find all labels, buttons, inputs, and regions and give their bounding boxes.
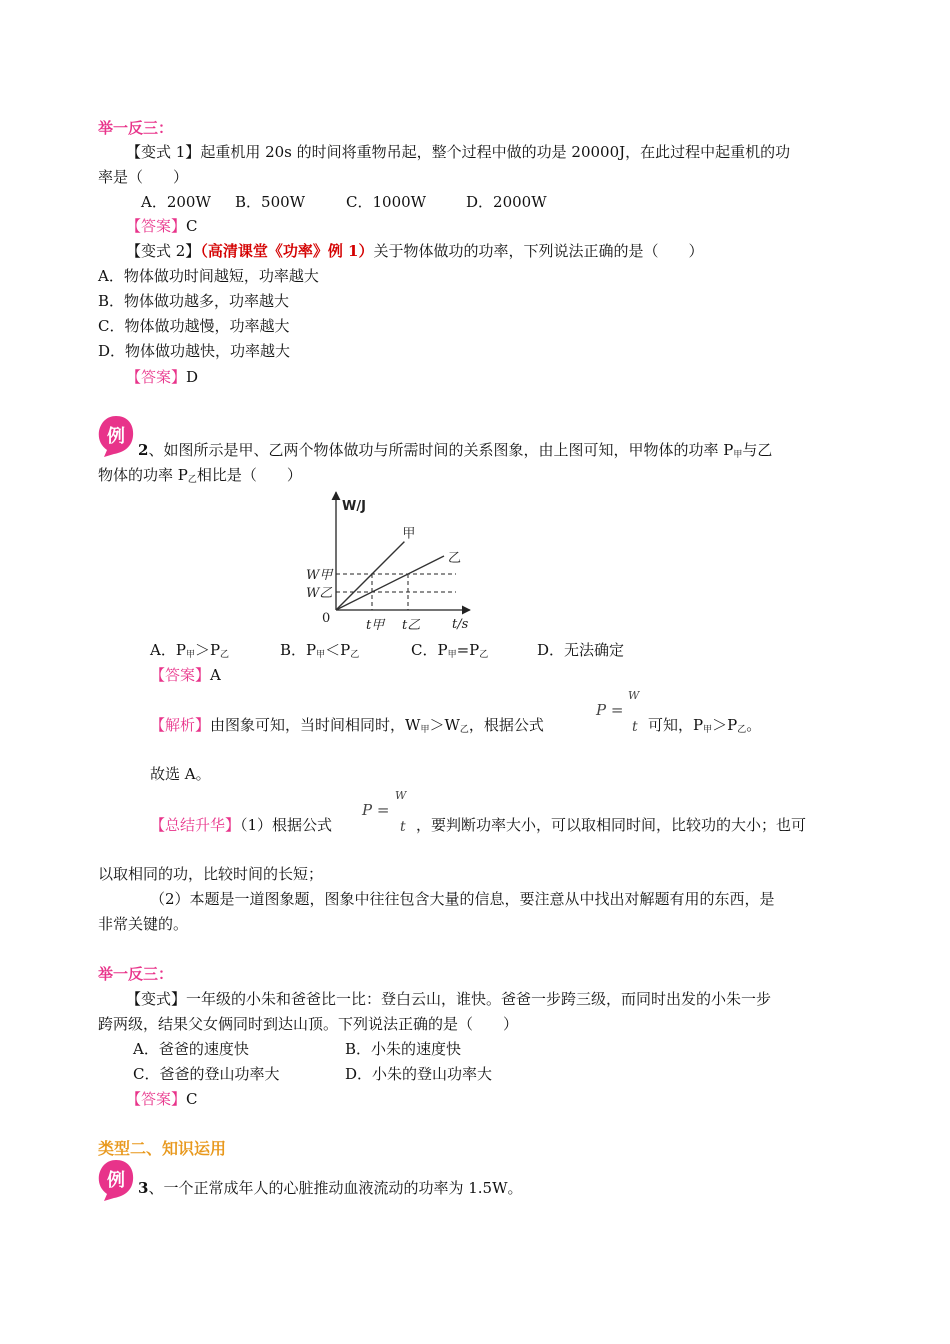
summary-line1-a: 【总结升华】（1）根据公式: [150, 816, 333, 834]
example2-answer: [150, 668, 221, 683]
example2-line2: [98, 468, 302, 485]
origin-label: 0: [322, 611, 331, 626]
analysis-formula-t: t: [632, 719, 638, 735]
analysis-tag: 【解析】: [150, 716, 211, 734]
section2-line1: [126, 992, 771, 1007]
example2-option-c: C．$P_甲=P_乙$: [411, 641, 489, 660]
variant2-option-a: A．物体做功时间越短，功率越大: [98, 267, 319, 285]
example2-text-2a: 物体的功率 P: [98, 466, 188, 484]
variant1-option-d: D．2000W: [466, 193, 547, 211]
section2-option-d: D．小朱的登山功率大: [345, 1065, 493, 1083]
x-tick-label-t-yi: t乙: [402, 618, 421, 633]
series-line-jia: [336, 542, 404, 610]
section2-answer-tag: 【答案】: [126, 1090, 187, 1108]
example2-answer-value: A: [210, 666, 221, 684]
variant1-option-b: B．500W: [235, 193, 306, 211]
example2-answer-tag: 【答案】: [150, 666, 211, 684]
example2-number: 2: [138, 441, 149, 459]
example2-sub-2: 乙: [187, 475, 197, 485]
example2-badge-text: 例: [107, 426, 125, 447]
example2-text-1b: 与乙: [742, 441, 773, 459]
variant2-option-c: C．物体做功越慢，功率越大: [98, 317, 290, 335]
y-tick-label-w-jia: W甲: [306, 568, 333, 583]
variant1-answer-tag: 【答案】: [126, 217, 187, 235]
example2-option-a: A．$P_甲>P_乙$: [150, 641, 230, 660]
section2-option-b: B．小朱的速度快: [345, 1040, 462, 1058]
analysis-formula-p: P =: [596, 701, 624, 719]
variant1-answer: [126, 219, 198, 234]
section-heading-2: 举一反三：: [98, 965, 174, 983]
variant1-option-c: C．1000W: [346, 193, 427, 211]
example2-text-2b: 相比是（ ）: [196, 466, 302, 484]
work-time-chart: [300, 486, 480, 638]
section2-option-a: A．爸爸的速度快: [133, 1040, 249, 1058]
example3-badge-text: 例: [107, 1170, 125, 1191]
example2-text-1a: 、如图所示是甲、乙两个物体做功与所需时间的关系图象，由上图可知，甲物体的功率 P: [148, 441, 734, 459]
variant1-tag: 【变式 1】: [126, 143, 201, 161]
variant2-tag: 【变式 2】: [126, 242, 201, 260]
example2-option-b: B．$P_甲<P_乙$: [280, 641, 360, 660]
summary-tag: 【总结升华】: [150, 816, 241, 834]
analysis-formula-w: W: [628, 689, 640, 702]
y-axis-label: W/J: [342, 499, 366, 514]
variant2-answer: [126, 370, 198, 385]
example2-options: [150, 643, 624, 660]
variant2-answer-value: D: [186, 368, 199, 386]
example3-text: 、一个正常成年人的心脏推动血液流动的功率为 1.5W。: [148, 1179, 523, 1197]
variant1-text-1: 起重机用 20s 的时间将重物吊起，整个过程中做的功是 20000J，在此过程中起重机的功: [200, 143, 791, 161]
example2-analysis: 【解析】由图象可知，当时间相同时，$W_甲>W_乙$，根据公式: [150, 716, 544, 735]
section2-answer: [126, 1092, 198, 1107]
variant2-option-b: B．物体做功越多，功率越大: [98, 292, 290, 310]
section2-answer-value: C: [186, 1090, 198, 1108]
variant2-text: 关于物体做功的功率，下列说法正确的是（ ）: [373, 242, 704, 260]
example2-choose: 故选 A。: [150, 765, 211, 783]
variant1-option-a: A．200W: [141, 193, 211, 211]
summary-formula-w: W: [395, 789, 407, 802]
variant2-answer-tag: 【答案】: [126, 368, 187, 386]
section2-line2: 跨两级，结果父女俩同时到达山顶。下列说法正确的是（ ）: [98, 1015, 519, 1033]
example2-line1: [138, 443, 772, 460]
summary-formula-t: t: [400, 819, 406, 835]
variant1-line2: 率是（ ）: [98, 168, 189, 186]
section2-tag: 【变式】: [126, 990, 187, 1008]
x-tick-label-t-jia: t甲: [366, 618, 385, 633]
example2-analysis-end: 可知，$P_甲>P_乙$。: [648, 716, 762, 735]
variant1-line1: [126, 145, 790, 160]
example2-option-d: D．无法确定: [537, 641, 625, 659]
variant1-answer-value: C: [186, 217, 198, 235]
summary-line2: 以取相同的功，比较时间的长短；: [98, 865, 324, 883]
variant2-source: （高清课堂《功率》例 1）: [200, 242, 374, 260]
summary-line3: （2）本题是一道图象题，图象中往往包含大量的信息，要注意从中找出对解题有用的东西，是: [150, 890, 775, 908]
y-tick-label-w-yi: W乙: [306, 586, 333, 601]
variant2-option-d: D．物体做功越快，功率越大: [98, 342, 291, 360]
summary-formula-p: P =: [362, 801, 390, 819]
summary-line1-b: ，要判断功率大小，可以取相同时间，比较功的大小；也可: [416, 816, 807, 834]
series-label-yi: 乙: [448, 551, 462, 566]
series-label-jia: 甲: [402, 526, 416, 542]
section2-text-1: 一年级的小朱和爸爸比一比：登白云山，谁快。爸爸一步跨三级，而同时出发的小朱一步: [186, 990, 772, 1008]
variant2-line: [126, 244, 704, 259]
example3-number: 3: [138, 1179, 149, 1197]
example3-line: [138, 1181, 522, 1196]
section2-option-c: C．爸爸的登山功率大: [133, 1065, 280, 1083]
example3-badge-icon: [96, 1158, 136, 1202]
example2-sub-1: 甲: [733, 450, 743, 460]
summary-line4: 非常关键的。: [98, 915, 189, 933]
section-heading-3: 类型二、知识运用: [98, 1139, 227, 1158]
example-badge-icon: [96, 414, 136, 458]
section-heading-1: 举一反三：: [98, 119, 174, 137]
series-line-yi: [336, 556, 444, 610]
x-axis-label: t/s: [452, 617, 469, 632]
